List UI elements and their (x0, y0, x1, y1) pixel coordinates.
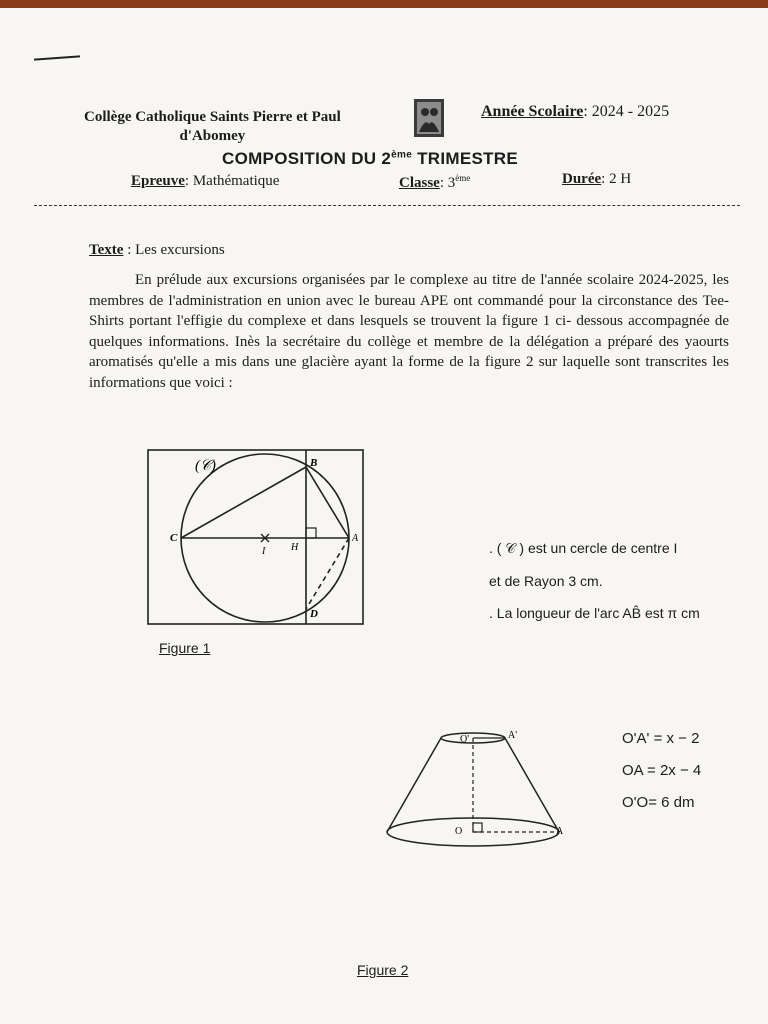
exam-title (222, 149, 518, 169)
figure-1-info-1: . ( 𝒞 ) est un cercle de centre I (489, 540, 678, 556)
title-main: COMPOSITION DU 2 (222, 149, 392, 168)
duree-label: Durée (562, 171, 602, 187)
figure-1-caption: Figure 1 (159, 640, 211, 656)
header-divider (34, 205, 740, 206)
label-circle: (𝒞) (195, 458, 216, 474)
label-c: C (170, 532, 178, 544)
duree (562, 171, 631, 188)
label-o: O (455, 826, 463, 837)
left-generatrix (387, 738, 441, 832)
texte-heading (89, 242, 225, 259)
school-name (84, 108, 341, 146)
figure-2-info-1: O'A' = x − 2 (622, 730, 700, 747)
segment-cb (181, 467, 306, 538)
texte-label: Texte (89, 242, 124, 258)
label-h: H (291, 542, 299, 553)
label-a: A (352, 533, 359, 544)
right-angle-mark-2 (473, 823, 482, 832)
label-i: I (262, 546, 266, 557)
figure-2-info-3: O'O= 6 dm (622, 794, 695, 811)
pen-mark (34, 55, 80, 60)
figure-2 (380, 722, 580, 852)
classe-label: Classe (399, 175, 440, 191)
title-end: TRIMESTRE (412, 149, 519, 168)
school-logo-icon (413, 98, 445, 138)
classe-sup: ème (455, 173, 471, 183)
year-label: Année Scolaire (481, 103, 584, 120)
figure-1-info-2: et de Rayon 3 cm. (489, 573, 603, 589)
texte-paragraph: En prélude aux excursions organisées par le complexe au titre de l'année scolaire 2024-2025, les membres de l'administration en union avec le bureau APE ont commandé pour la circonstance des Tee-Shirts portant l'effigie du complexe et dans lesquels se trouvent la figure 1 ci- dessous accompagnée de quelques informations. Inès la secrétaire du collège et membre de la délégation a préparé des yaourts aromatisés qu'elle a mis dans une glacière ayant la forme de la figure 2 sur laquelle sont transcrites les informations que voici : (89, 272, 729, 391)
title-sup: ème (391, 149, 413, 161)
right-generatrix (505, 738, 559, 832)
year-value: : 2024 - 2025 (583, 103, 670, 120)
top-edge (0, 0, 768, 8)
epreuve (131, 173, 279, 190)
figure-2-info-2: OA = 2x − 4 (622, 762, 702, 779)
epreuve-value: : Mathématique (184, 173, 280, 189)
figure-1 (140, 440, 370, 630)
segment-ba (306, 467, 349, 538)
texte-value: : Les excursions (123, 242, 225, 258)
school-line-1: Collège Catholique Saints Pierre et Paul (84, 109, 341, 125)
classe (399, 173, 470, 192)
epreuve-label: Epreuve (131, 173, 185, 189)
duree-value: : 2 H (601, 171, 632, 187)
figure-1-info-3: . La longueur de l'arc AB̂ est π cm (489, 605, 700, 621)
label-d: D (310, 608, 318, 620)
label-a-prime: A' (508, 730, 518, 741)
school-year (481, 103, 669, 121)
school-line-2: d'Abomey (179, 128, 246, 144)
label-o-prime: O' (460, 734, 470, 745)
segment-ad-dashed (306, 538, 349, 609)
label-b: B (310, 457, 318, 469)
label-a-bottom: A (556, 826, 564, 837)
classe-value: : 3 (439, 175, 456, 191)
figure-2-caption: Figure 2 (357, 962, 409, 978)
right-angle-mark (306, 528, 316, 538)
